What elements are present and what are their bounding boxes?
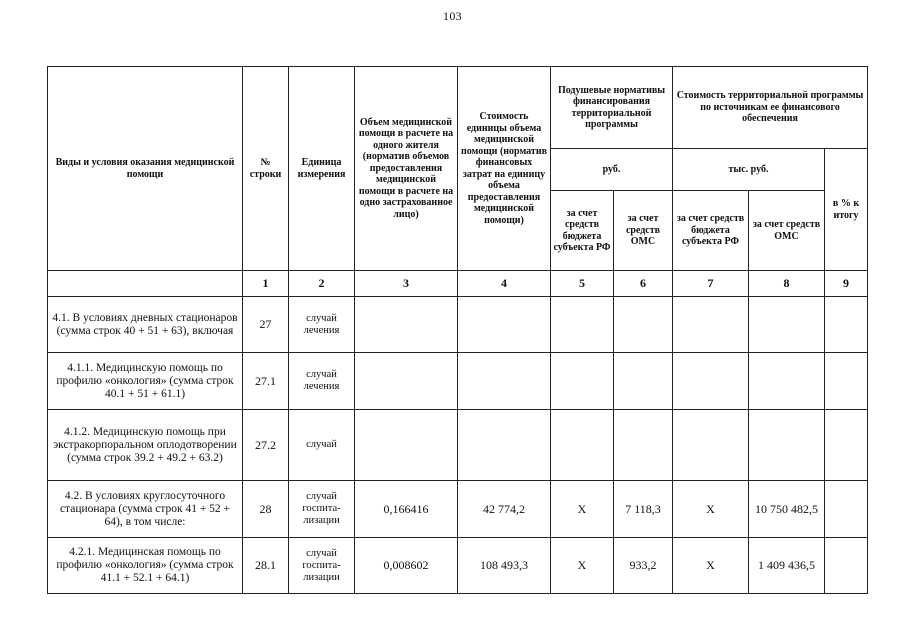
header-oms-rub: за счет средств ОМС (614, 191, 673, 271)
column-number-cell (48, 271, 243, 297)
row-per-capita-oms: 933,2 (614, 538, 673, 594)
row-unit: случай лечения (289, 353, 355, 410)
header-rub: руб. (551, 149, 673, 191)
header-percent-of-total: в % к итогу (825, 149, 868, 271)
row-number: 27 (243, 297, 289, 353)
row-total-budget (673, 297, 749, 353)
row-volume (355, 297, 458, 353)
column-number-cell: 9 (825, 271, 868, 297)
row-unit-cost: 108 493,3 (458, 538, 551, 594)
header-row-number: № строки (243, 67, 289, 271)
row-total-oms (749, 410, 825, 481)
header-kind: Виды и условия оказания медицинской помощи (48, 67, 243, 271)
row-volume (355, 353, 458, 410)
row-per-capita-budget (551, 353, 614, 410)
row-number: 28 (243, 481, 289, 538)
column-number-cell: 1 (243, 271, 289, 297)
row-number: 28.1 (243, 538, 289, 594)
header-thousand-rub: тыс. руб. (673, 149, 825, 191)
row-per-capita-oms (614, 297, 673, 353)
row-total-oms: 1 409 436,5 (749, 538, 825, 594)
column-number-cell: 6 (614, 271, 673, 297)
row-percent (825, 297, 868, 353)
row-unit-cost (458, 410, 551, 481)
row-label: 4.1.1. Медицинскую помощь по профилю «онкология» (сумма строк 40.1 + 51 + 61.1) (48, 353, 243, 410)
table-row (48, 297, 868, 353)
table-row (48, 353, 868, 410)
header-budget-thousand: за счет средств бюджета субъекта РФ (673, 191, 749, 271)
column-number-cell: 5 (551, 271, 614, 297)
row-total-budget: Х (673, 481, 749, 538)
row-unit: случай лечения (289, 297, 355, 353)
row-unit-cost (458, 297, 551, 353)
row-total-budget: Х (673, 538, 749, 594)
row-unit-cost (458, 353, 551, 410)
header-unit: Единица измерения (289, 67, 355, 271)
row-label: 4.2. В условиях круглосуточного стационара (сумма строк 41 + 52 + 64), в том числе: (48, 481, 243, 538)
page-number: 103 (443, 9, 462, 23)
row-volume: 0,008602 (355, 538, 458, 594)
row-total-budget (673, 410, 749, 481)
row-per-capita-oms: 7 118,3 (614, 481, 673, 538)
table-row (48, 410, 868, 481)
row-label: 4.1. В условиях дневных стационаров (сумма строк 40 + 51 + 63), включая (48, 297, 243, 353)
row-number: 27.2 (243, 410, 289, 481)
row-per-capita-oms (614, 353, 673, 410)
column-number-cell: 8 (749, 271, 825, 297)
header-per-capita-group: Подушевые нормативы финансирования территориальной программы (551, 67, 673, 149)
header-row-top (48, 67, 868, 149)
row-per-capita-budget: Х (551, 481, 614, 538)
row-label: 4.2.1. Медицинская помощь по профилю «онкология» (сумма строк 41.1 + 52.1 + 64.1) (48, 538, 243, 594)
row-unit: случай госпитализации (289, 538, 355, 594)
row-unit: случай (289, 410, 355, 481)
header-unit-cost: Стоимость единицы объема медицинской помощи (норматив финансовых затрат на единицу объема предоставления медицинской помощи) (458, 67, 551, 271)
row-per-capita-budget: Х (551, 538, 614, 594)
row-total-oms (749, 297, 825, 353)
column-number-cell: 4 (458, 271, 551, 297)
column-number-cell: 3 (355, 271, 458, 297)
header-budget-rub: за счет средств бюджета субъекта РФ (551, 191, 614, 271)
row-per-capita-budget (551, 410, 614, 481)
row-total-budget (673, 353, 749, 410)
table-row (48, 481, 868, 538)
header-program-cost-group: Стоимость территориальной программы по источникам ее финансового обеспечения (673, 67, 868, 149)
column-number-cell: 7 (673, 271, 749, 297)
row-percent (825, 481, 868, 538)
funding-table (47, 66, 868, 594)
row-unit-cost: 42 774,2 (458, 481, 551, 538)
row-number: 27.1 (243, 353, 289, 410)
row-percent (825, 538, 868, 594)
row-percent (825, 353, 868, 410)
row-total-oms (749, 353, 825, 410)
row-percent (825, 410, 868, 481)
column-number-row (48, 271, 868, 297)
row-volume: 0,166416 (355, 481, 458, 538)
row-per-capita-budget (551, 297, 614, 353)
header-volume-norm: Объем медицинской помощи в расчете на одного жителя (норматив объемов предоставления медицинской помощи в расчете на одно застрахованное лицо) (355, 67, 458, 271)
row-label: 4.1.2. Медицинскую помощь при экстракорпоральном оплодотворении (сумма строк 39.2 + 49.2 + 63.2) (48, 410, 243, 481)
row-per-capita-oms (614, 410, 673, 481)
header-oms-thousand: за счет средств ОМС (749, 191, 825, 271)
row-total-oms: 10 750 482,5 (749, 481, 825, 538)
row-volume (355, 410, 458, 481)
column-number-cell: 2 (289, 271, 355, 297)
table-row (48, 538, 868, 594)
row-unit: случай госпитализации (289, 481, 355, 538)
